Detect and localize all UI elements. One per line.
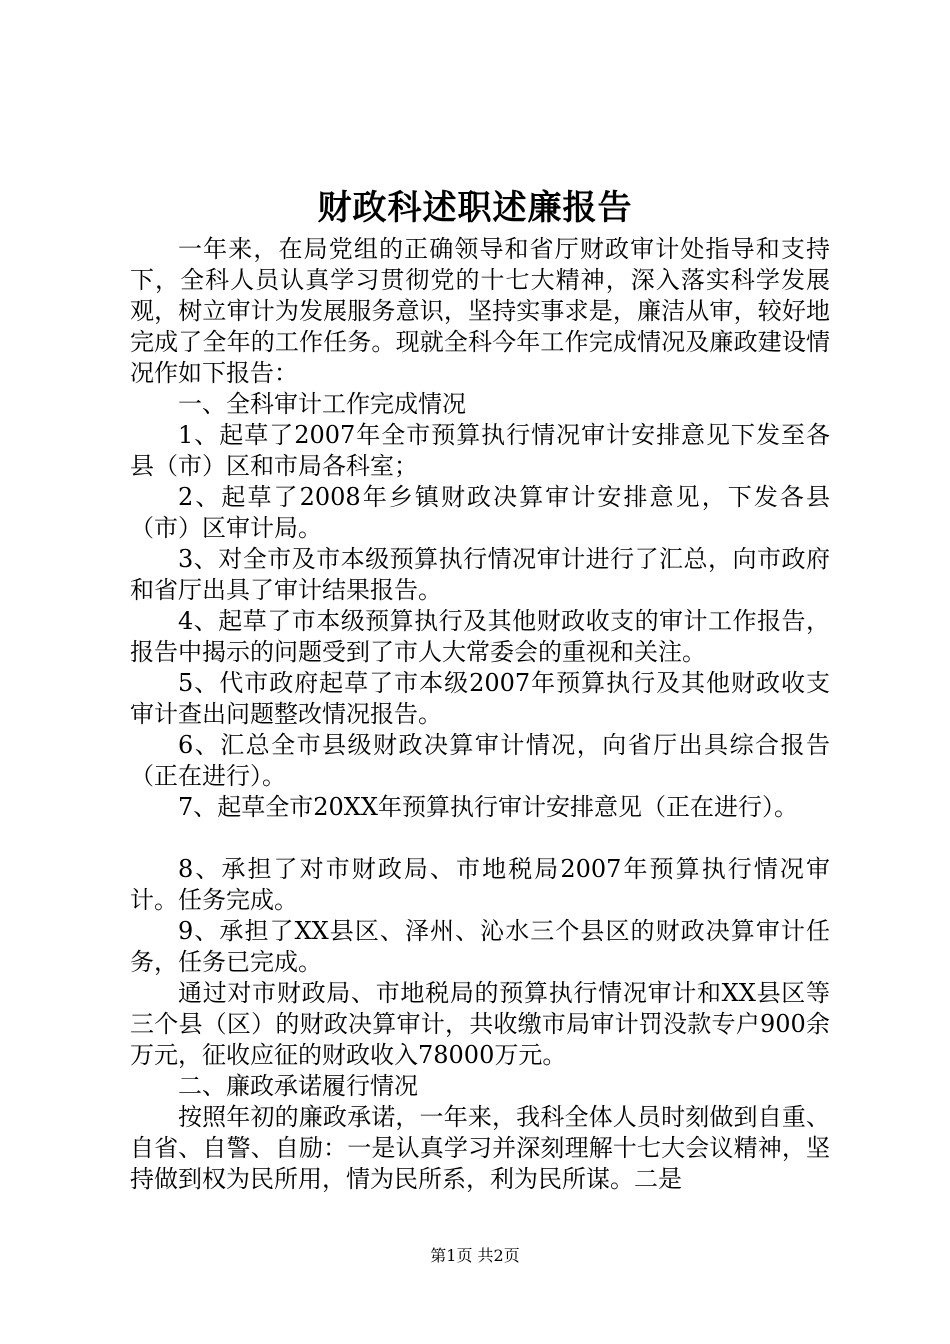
document-body	[130, 234, 830, 1195]
page-footer: 第1页 共2页	[430, 1246, 520, 1265]
list-item-6: 6、汇总全市县级财政决算审计情况，向省厅出具综合报告（正在进行）。	[130, 731, 830, 790]
list-item-3: 3、对全市及市本级预算执行情况审计进行了汇总，向市政府和省厅出具了审计结果报告。	[130, 545, 830, 604]
document-title: 财政科述职述廉报告	[317, 188, 633, 228]
list-item-2: 2、起草了2008年乡镇财政决算审计安排意见，下发各县（市）区审计局。	[130, 483, 830, 542]
list-item-1: 1、起草了2007年全市预算执行情况审计安排意见下发至各县（市）区和市局各科室；	[130, 421, 830, 480]
section-heading-2: 二、廉政承诺履行情况	[178, 1072, 418, 1100]
paragraph-integrity: 按照年初的廉政承诺，一年来，我科全体人员时刻做到自重、自省、自警、自励：一是认真学习并深刻理解十七大会议精神，坚持做到权为民所用，情为民所系，利为民所谋。二是	[130, 1103, 830, 1193]
paragraph-intro: 一年来，在局党组的正确领导和省厅财政审计处指导和支持下，全科人员认真学习贯彻党的十七大精神，深入落实科学发展观，树立审计为发展服务意识，坚持实事求是，廉洁从审，较好地完成了全年的工作任务。现就全科今年工作完成情况及廉政建设情况作如下报告：	[130, 235, 830, 387]
section-heading-1: 一、全科审计工作完成情况	[178, 390, 466, 418]
paragraph-spacer	[130, 823, 830, 854]
list-item-7: 7、起草全市20XX年预算执行审计安排意见（正在进行）。	[178, 793, 798, 821]
list-item-4: 4、起草了市本级预算执行及其他财政收支的审计工作报告，报告中揭示的问题受到了市人大常委会的重视和关注。	[130, 607, 830, 666]
paragraph-summary: 通过对市财政局、市地税局的预算执行情况审计和XX县区等三个县（区）的财政决算审计，共收缴市局审计罚没款专户900余万元，征收应征的财政收入78000万元。	[130, 979, 830, 1069]
list-item-5: 5、代市政府起草了市本级2007年预算执行及其他财政收支审计查出问题整改情况报告。	[130, 669, 830, 728]
list-item-9: 9、承担了XX县区、泽州、沁水三个县区的财政决算审计任务，任务已完成。	[130, 917, 830, 976]
list-item-8: 8、承担了对市财政局、市地税局2007年预算执行情况审计。任务完成。	[130, 855, 830, 914]
